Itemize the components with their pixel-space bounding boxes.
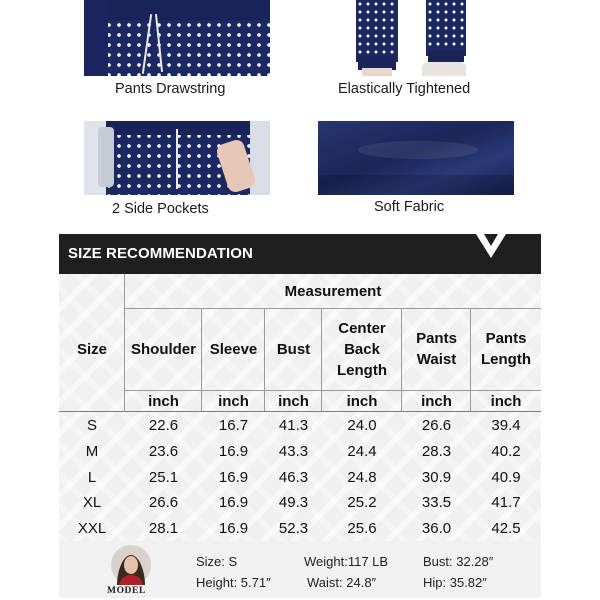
value-cell: 52.3 (278, 519, 309, 537)
value-cell: 46.3 (278, 468, 309, 486)
column-header: Pants Waist (416, 330, 457, 368)
value-cell: 25.6 (347, 519, 377, 537)
column-header: Bust (276, 340, 311, 358)
elastic-cuff-photo (354, 0, 470, 76)
chevron-down-icon (476, 234, 506, 260)
value-cell: 28.3 (421, 442, 452, 460)
value-cell: 40.9 (491, 468, 521, 486)
size-cell: XXL (77, 519, 107, 537)
size-chart-table (59, 274, 541, 541)
model-weight: Weight:117 LB (304, 554, 389, 569)
value-cell: 16.9 (218, 494, 249, 511)
model-label: MODEL (107, 586, 146, 596)
model-bust: Bust: 32.28″ (423, 554, 494, 569)
pants-drawstring-photo (84, 0, 270, 76)
soft-fabric-photo (318, 121, 514, 195)
grid-line (264, 308, 265, 412)
model-info-bar (59, 541, 541, 598)
measurement-header: Measurement (284, 282, 382, 300)
value-cell: 26.6 (148, 494, 179, 511)
unit-label: inch (148, 392, 179, 410)
value-cell: 25.2 (347, 494, 377, 511)
feature-caption: Elastically Tightened (338, 81, 471, 97)
size-header: Size (76, 340, 107, 358)
grid-line (124, 274, 125, 412)
grid-line (59, 411, 541, 412)
column-header: Shoulder (130, 340, 196, 358)
value-cell: 24.8 (347, 468, 377, 486)
value-cell: 25.1 (148, 468, 179, 486)
value-cell: 26.6 (421, 416, 452, 434)
size-cell: L (87, 468, 97, 486)
unit-label: inch (218, 392, 249, 410)
value-cell: 24.4 (347, 442, 377, 460)
column-header: Pants Length (481, 330, 531, 368)
grid-line (321, 308, 322, 412)
side-pockets-photo (84, 121, 270, 195)
grid-line (401, 308, 402, 412)
value-cell: 16.9 (218, 519, 249, 537)
value-cell: 28.1 (148, 519, 179, 537)
feature-caption: 2 Side Pockets (112, 201, 209, 217)
column-header: Center Back Length (337, 319, 387, 379)
feature-caption: Pants Drawstring (115, 81, 226, 97)
size-chart-title: SIZE RECOMMENDATION (68, 245, 253, 262)
value-cell: 42.5 (491, 519, 521, 537)
value-cell: 16.9 (218, 468, 249, 486)
grid-line (201, 308, 202, 412)
unit-label: inch (278, 392, 309, 410)
value-cell: 30.9 (421, 468, 452, 486)
grid-line (125, 308, 541, 309)
size-cell: M (85, 442, 99, 460)
model-avatar (109, 545, 153, 585)
value-cell: 39.4 (491, 416, 521, 434)
value-cell: 43.3 (278, 442, 309, 460)
value-cell: 41.7 (491, 494, 521, 511)
value-cell: 16.9 (218, 442, 249, 460)
grid-line (125, 390, 541, 391)
model-waist: Waist: 24.8″ (307, 575, 377, 590)
value-cell: 16.7 (218, 416, 249, 434)
unit-label: inch (421, 392, 452, 410)
value-cell: 33.5 (421, 494, 452, 511)
grid-line (470, 308, 471, 412)
size-cell: S (86, 416, 97, 434)
feature-caption: Soft Fabric (374, 199, 445, 215)
value-cell: 40.2 (491, 442, 521, 460)
model-height: Height: 5.71″ (196, 575, 271, 590)
value-cell: 23.6 (148, 442, 179, 460)
value-cell: 22.6 (148, 416, 179, 434)
model-hip: Hip: 35.82″ (423, 575, 487, 590)
size-chart-header (59, 234, 541, 274)
model-size: Size: S (196, 554, 238, 569)
value-cell: 49.3 (278, 494, 309, 511)
column-header: Sleeve (209, 340, 258, 358)
unit-label: inch (490, 392, 522, 410)
value-cell: 36.0 (421, 519, 452, 537)
unit-label: inch (346, 392, 378, 410)
value-cell: 41.3 (278, 416, 309, 434)
value-cell: 24.0 (347, 416, 377, 434)
size-cell: XL (82, 494, 102, 511)
